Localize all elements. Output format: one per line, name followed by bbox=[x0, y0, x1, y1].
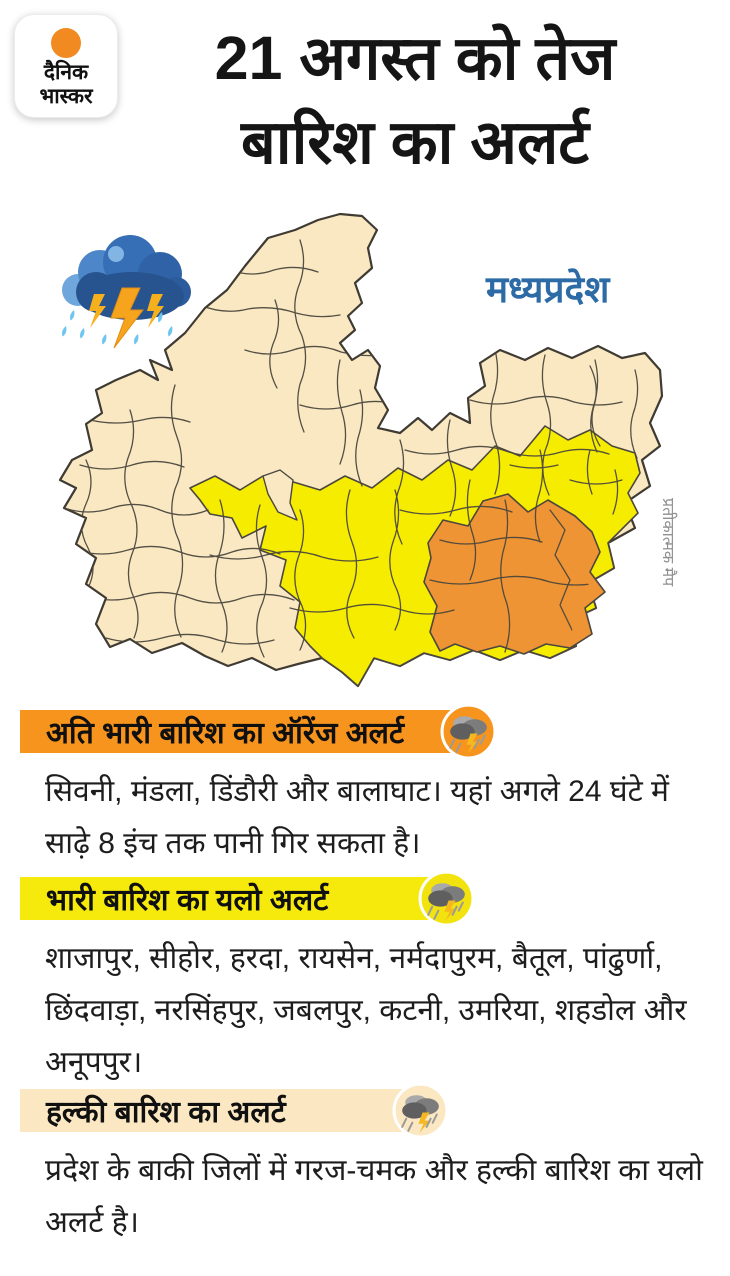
title-line1: 21 अगस्त को तेज bbox=[214, 24, 616, 92]
yellow-alert-heading: भारी बारिश का यलो अलर्ट bbox=[46, 884, 329, 917]
light-alert-heading: हल्की बारिश का अलर्ट bbox=[46, 1096, 286, 1129]
logo-text bbox=[15, 61, 117, 109]
storm-cloud-icon bbox=[418, 870, 475, 927]
yellow-alert-body: शाजापुर, सीहोर, हरदा, रायसेन, नर्मदापुरम, बैतूल, पांढुर्णा, छिंदवाड़ा, नरसिंहपुर, जबलपुर, कटनी, उमरिया, शहडोल और अनूपपुर। bbox=[45, 942, 687, 1079]
region-label: मध्यप्रदेश bbox=[486, 269, 610, 310]
storm-cloud-icon bbox=[440, 703, 497, 760]
orange-alert-body: सिवनी, मंडला, डिंडौरी और बालाघाट। यहां अगले 24 घंटे में साढ़े 8 इंच तक पानी गिर सकता है। bbox=[45, 775, 669, 860]
dainik-bhaskar-logo bbox=[14, 14, 118, 118]
logo-sun-icon bbox=[51, 28, 81, 58]
title-line2: बारिश का अलर्ट bbox=[240, 108, 590, 176]
yellow-alert-banner bbox=[20, 877, 448, 920]
orange-alert-banner bbox=[20, 710, 470, 753]
storm-cloud-icon bbox=[392, 1082, 449, 1139]
light-alert-banner bbox=[20, 1089, 422, 1132]
orange-alert-heading: अति भारी बारिश का ऑरेंज अलर्ट bbox=[46, 717, 405, 750]
storm-cloud-lightning-icon bbox=[48, 226, 198, 354]
page-title bbox=[112, 16, 718, 184]
map-caption-vertical: प्रतीकात्मक मैप bbox=[659, 498, 676, 587]
logo-line2: भास्कर bbox=[39, 85, 93, 108]
logo-line1: दैनिक bbox=[43, 61, 89, 84]
light-alert-body: प्रदेश के बाकी जिलों में गरज-चमक और हल्की बारिश का यलो अलर्ट है। bbox=[45, 1154, 703, 1239]
